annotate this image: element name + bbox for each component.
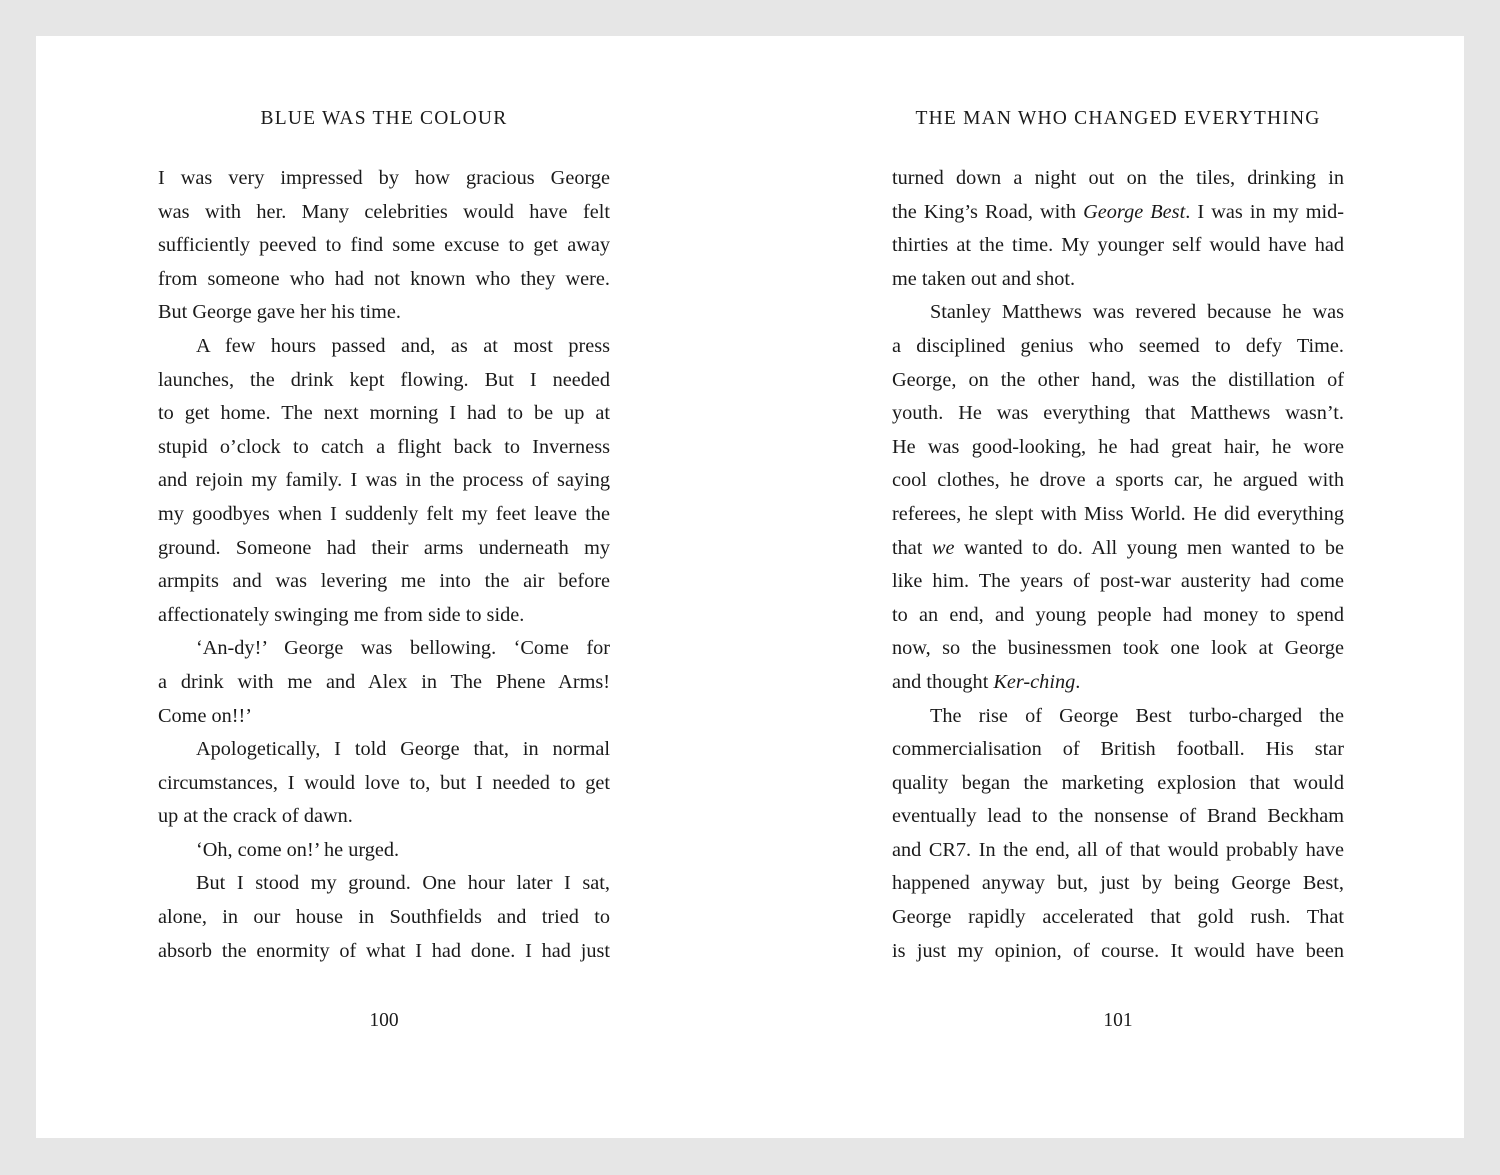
text-line [892, 935, 1344, 969]
text-segment: quality began the marketing explosion that would [892, 771, 1344, 794]
text-line [892, 700, 1344, 734]
right-page-body [892, 162, 1344, 968]
text-line [892, 364, 1344, 398]
text-line: alone, in our house in Southfields and tried to [158, 906, 610, 929]
text-segment: to an end, and young people had money to spend [892, 603, 1344, 626]
text-line [892, 666, 1344, 700]
text-segment: that [892, 536, 932, 559]
text-line: ground. Someone had their arms underneath my [158, 536, 610, 559]
text-line [892, 431, 1344, 465]
text-line: I was very impressed by how gracious George [158, 167, 610, 189]
text-line: launches, the drink kept flowing. But I needed [158, 368, 610, 391]
text-segment: and CR7. In the end, all of that would probably have [892, 838, 1344, 861]
text-segment: Stanley Matthews was revered because he was [930, 301, 1344, 324]
text-segment: happened anyway but, just by being George Best, [892, 872, 1344, 895]
text-line [892, 397, 1344, 431]
text-line [892, 263, 1344, 297]
italic-text: George Best [1083, 200, 1186, 223]
text-line: ‘Oh, come on!’ he urged. [196, 838, 400, 861]
text-segment: . I was in my mid- [1185, 200, 1344, 223]
text-line: affectionately swinging me from side to side. [158, 603, 525, 626]
italic-text: we [931, 536, 955, 559]
text-line: to get home. The next morning I had to be up at [158, 402, 610, 425]
text-line: was with her. Many celebrities would have felt [158, 200, 610, 223]
text-line [892, 867, 1344, 901]
text-segment: wanted to do. All young men wanted to be [954, 536, 1345, 559]
text-line [892, 532, 1344, 566]
text-segment: . [1075, 670, 1081, 693]
book-spread [36, 36, 1464, 1138]
text-line [892, 162, 1344, 196]
page-number-left: 100 [369, 1010, 399, 1031]
text-line: armpits and was levering me into the air before [158, 570, 610, 593]
text-line: from someone who had not known who they were. [158, 267, 610, 290]
text-line [892, 464, 1344, 498]
text-line: a drink with me and Alex in The Phene Arms! [158, 670, 610, 693]
text-line: absorb the enormity of what I had done. I had just [158, 939, 610, 962]
running-head-right: THE MAN WHO CHANGED EVERYTHING [915, 108, 1321, 129]
text-segment: youth. He was everything that Matthews wasn’t. [892, 402, 1344, 425]
text-line: Apologetically, I told George that, in normal [196, 738, 610, 761]
text-line: But I stood my ground. One hour later I sat, [196, 872, 610, 895]
text-line [892, 565, 1344, 599]
text-line [892, 733, 1344, 767]
text-segment: eventually lead to the nonsense of Brand Beckham [892, 805, 1344, 828]
text-line: circumstances, I would love to, but I needed to get [158, 771, 610, 794]
text-line [892, 632, 1344, 666]
text-segment: thirties at the time. My younger self would have had [892, 234, 1344, 257]
text-line [892, 800, 1344, 834]
text-segment: like him. The years of post-war austerity had come [892, 570, 1344, 593]
text-line: A few hours passed and, as at most press [196, 334, 610, 357]
text-line: But George gave her his time. [158, 301, 401, 324]
text-segment: The rise of George Best turbo-charged the [930, 704, 1344, 727]
text-line [892, 599, 1344, 633]
text-line [892, 330, 1344, 364]
text-line [892, 229, 1344, 263]
text-segment: George, on the other hand, was the distillation of [892, 368, 1344, 391]
text-segment: a disciplined genius who seemed to defy Time. [892, 334, 1344, 357]
text-line: ‘An-dy!’ George was bellowing. ‘Come for [196, 637, 610, 660]
text-line: and rejoin my family. I was in the process of saying [158, 469, 610, 492]
text-segment: referees, he slept with Miss World. He did everything [892, 502, 1344, 525]
text-line [892, 296, 1344, 330]
left-page-body [158, 162, 610, 968]
text-segment: is just my opinion, of course. It would have been [892, 939, 1344, 962]
text-segment: turned down a night out on the tiles, drinking in [892, 167, 1344, 189]
text-line: up at the crack of dawn. [158, 805, 353, 828]
running-head-left: BLUE WAS THE COLOUR [260, 108, 508, 129]
text-segment: me taken out and shot. [892, 267, 1076, 290]
text-segment: cool clothes, he drove a sports car, he argued with [892, 469, 1344, 492]
text-line [892, 767, 1344, 801]
text-segment: He was good-looking, he had great hair, he wore [892, 435, 1344, 458]
text-line: sufficiently peeved to find some excuse to get away [158, 234, 610, 257]
text-segment: and thought [892, 670, 994, 693]
text-segment: commercialisation of British football. His star [892, 738, 1344, 761]
italic-text: Ker-ching [993, 670, 1076, 693]
text-segment: George rapidly accelerated that gold rush. That [892, 906, 1344, 929]
text-line: Come on!!’ [158, 704, 253, 727]
text-line [892, 196, 1344, 230]
page-number-right: 101 [1103, 1010, 1133, 1031]
text-line [892, 834, 1344, 868]
text-line [892, 901, 1344, 935]
text-line [892, 498, 1344, 532]
text-line: stupid o’clock to catch a flight back to Inverness [158, 435, 610, 458]
text-segment: the King’s Road, with [892, 200, 1084, 223]
text-segment: now, so the businessmen took one look at George [892, 637, 1344, 660]
text-line: my goodbyes when I suddenly felt my feet leave the [158, 502, 610, 525]
